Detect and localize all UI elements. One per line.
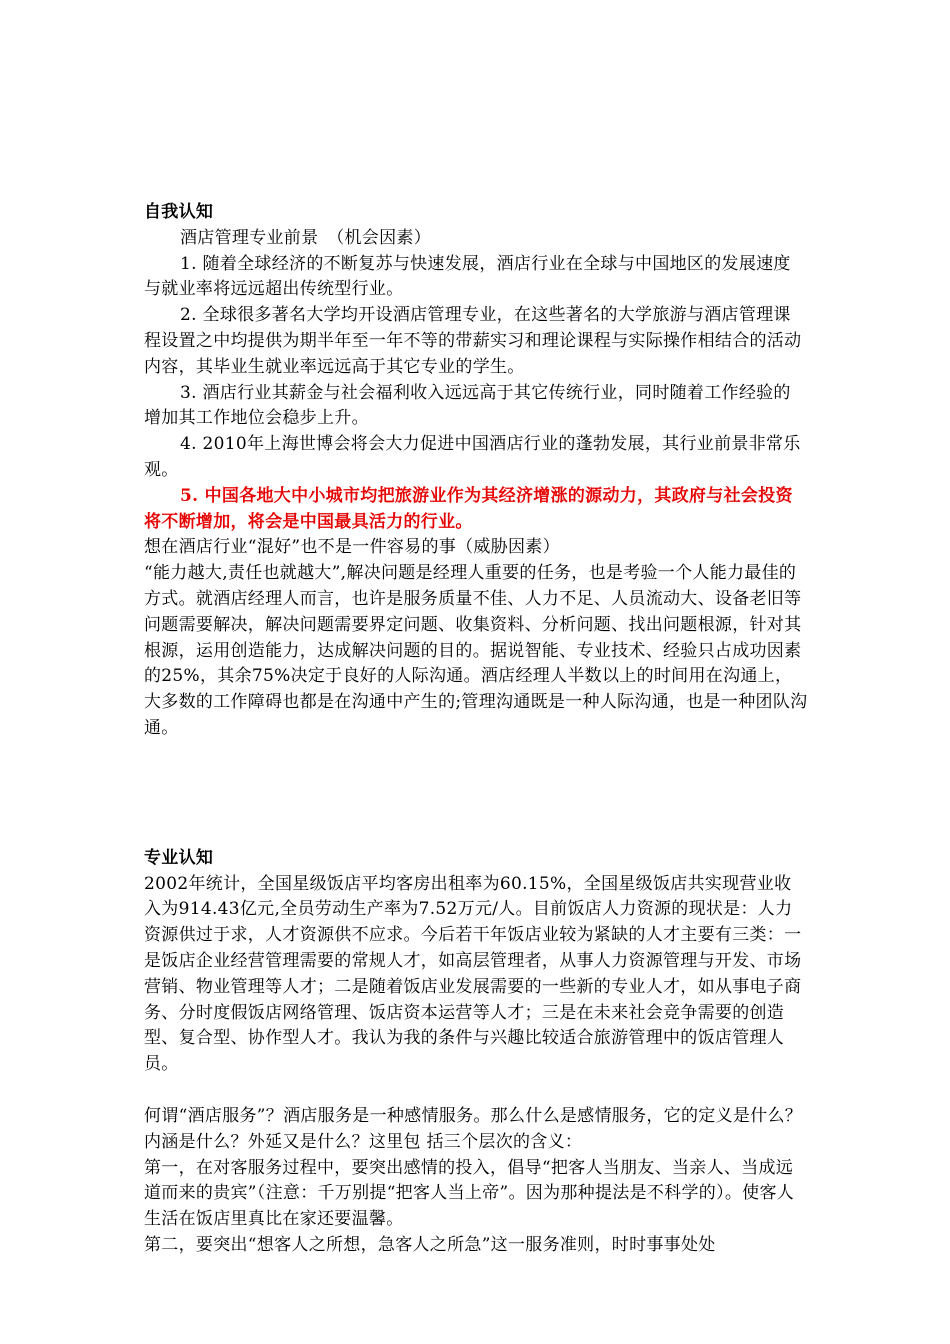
list-item: 1. 随着全球经济的不断复苏与快速发展，酒店行业在全球与中国地区的发展速度与就业率将远远超出传统型行业。 <box>144 253 791 300</box>
prospects-subtitle: 酒店管理专业前景 （机会因素） <box>180 227 431 248</box>
service-intro-paragraph: 何谓“酒店服务”？酒店服务是一种感情服务。那么什么是感情服务，它的定义是什么？内涵是什么？外延又是什么？这里包 括三个层次的含义： <box>144 1105 803 1152</box>
threat-paragraph: “能力越大,责任也就越大”,解决问题是经理人重要的任务，也是考验一个人能力最佳的方式。就酒店经理人而言，也许是服务质量不佳、人力不足、人员流动大、设备老旧等问题需要解决，解决问题需要界定问题、收集资料、分析问题、找出问题根源，针对其根源，运用创造能力，达成解决问题的目的。据说智能、专业技术、经验只占成功因素的25%，其余75%决定于良好的人际沟通。酒店经理人半数以上的时间用在沟通上，大多数的工作障碍也都是在沟通中产生的;管理沟通既是一种人际沟通，也是一种团队沟通。 <box>144 563 808 738</box>
spacer <box>144 1078 808 1104</box>
document-content <box>144 200 808 1259</box>
spacer <box>144 742 808 846</box>
list-item: 3. 酒店行业其薪金与社会福利收入远远高于其它传统行业，同时随着工作经验的增加其工作地位会稳步上升。 <box>144 382 791 429</box>
statistics-paragraph: 2002年统计，全国星级饭店平均客房出租率为60.15%，全国星级饭店共实现营业收入为914.43亿元,全员劳动生产率为7.52万元/人。目前饭店人力资源的现状是：人力资源供过于求，人才资源供不应求。今后若干年饭店业较为紧缺的人才主要有三类：一是饭店企业经营管理需要的常规人才，如高层管理者，从事人力资源管理与开发、市场营销、物业管理等人才；二是随着饭店业发展需要的一些新的专业人才，如从事电子商务、分时度假饭店网络管理、饭店资本运营等人才；三是在未来社会竞争需要的创造型、复合型、协作型人才。我认为我的条件与兴趣比较适合旅游管理中的饭店管理人员。 <box>144 873 802 1075</box>
service-point-2: 第二，要突出“想客人之所想，急客人之所急”这一服务准则，时时事事处处 <box>144 1234 716 1255</box>
section-heading-self-awareness: 自我认知 <box>144 202 214 222</box>
list-item: 4. 2010年上海世博会将会大力促进中国酒店行业的蓬勃发展，其行业前景非常乐观。 <box>144 434 801 480</box>
threat-title: 想在酒店行业“混好”也不是一件容易的事（威胁因素） <box>144 537 560 558</box>
list-item: 2. 全球很多著名大学均开设酒店管理专业，在这些著名的大学旅游与酒店管理课程设置之中均提供为期半年至一年不等的带薪实习和理论课程与实际操作相结合的活动内容，其毕业生就业率远远高于其它专业的学生。 <box>144 305 802 377</box>
highlighted-list-item: 5. 中国各地大中小城市均把旅游业作为其经济增涨的源动力，其政府与社会投资将不断增加，将会是中国最具活力的行业。 <box>144 485 793 532</box>
service-point-1: 第一，在对客服务过程中，要突出感情的投入，倡导“把客人当朋友、当亲人、当成远道而来的贵宾”（注意：千万别提“把客人当上帝”。因为那种提法是不科学的）。使客人生活在饭店里真比在家还要温馨。 <box>144 1157 795 1230</box>
section-heading-professional-awareness: 专业认知 <box>144 847 214 868</box>
